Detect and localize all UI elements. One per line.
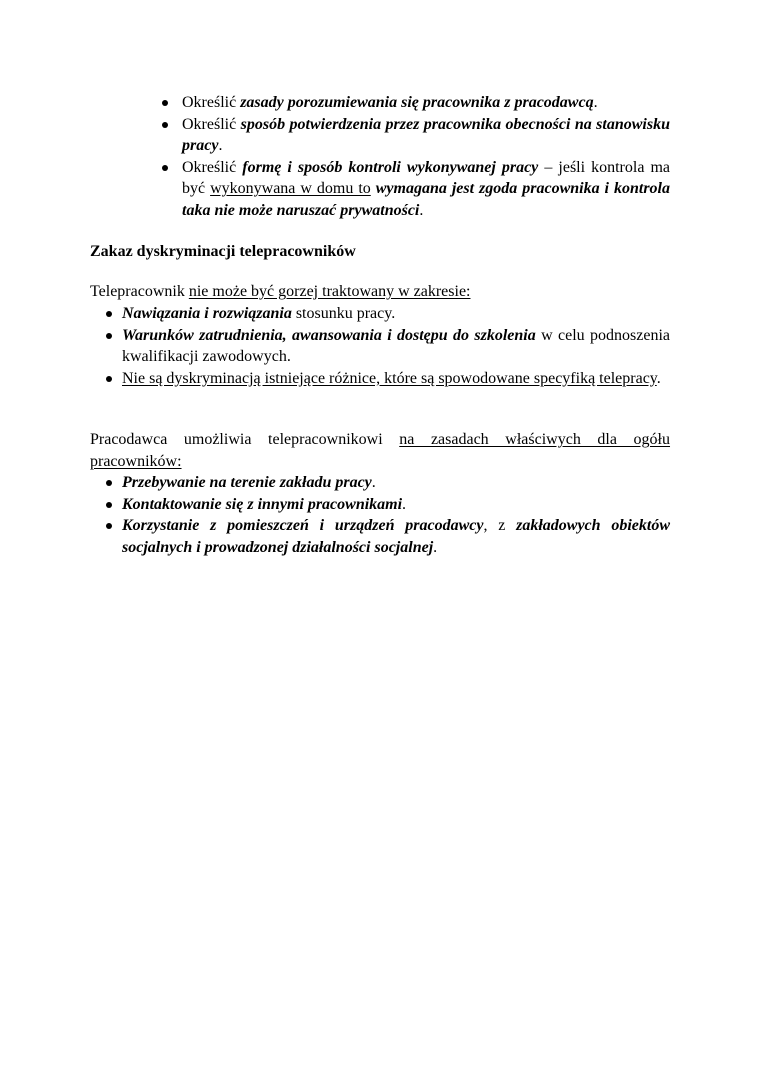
bullet-icon: [106, 502, 112, 508]
item-emphasis: sposób potwierdzenia przez pracownika obecności na stanowisku pracy: [182, 115, 670, 154]
section-heading: Zakaz dyskryminacji telepracowników: [90, 243, 356, 260]
item-text: .: [593, 94, 598, 111]
bullet-icon: [106, 333, 112, 339]
item-emphasis: zasady porozumiewania się pracownika z pracodawcą: [240, 94, 594, 111]
item-text: .: [656, 369, 661, 387]
bullet-icon: [106, 311, 112, 317]
item-emphasis: wymagana jest zgoda pracownika i kontrola taka nie może naruszać prywatności: [182, 180, 670, 219]
item-text: .: [419, 201, 424, 219]
paragraph-underlined: na zasadach właściwych dla ogółu pracowników:: [90, 431, 671, 470]
list-item: [90, 303, 670, 325]
item-text: – jeśli kontrola ma być: [182, 158, 671, 197]
bullet-icon: [162, 122, 168, 128]
list-item: [90, 114, 670, 157]
item-text: Określić: [182, 158, 243, 176]
item-emphasis: Warunków zatrudnienia, awansowania i dostępu do szkolenia: [122, 326, 536, 344]
paragraph-underlined: nie może być gorzej traktowany w zakresie:: [188, 283, 471, 300]
list-item: [90, 157, 670, 222]
item-text: Określić: [182, 115, 241, 133]
item-emphasis: Przebywanie na terenie zakładu pracy: [122, 474, 372, 491]
list-item: [90, 494, 670, 516]
paragraph-text: Pracodawca umożliwia telepracownikowi: [90, 431, 400, 448]
item-text: .: [218, 137, 223, 154]
item-emphasis: formę i sposób kontroli wykonywanej pracy: [242, 158, 539, 176]
item-text: , z: [483, 517, 517, 534]
bullet-icon: [162, 165, 168, 171]
bullet-icon: [106, 376, 112, 382]
item-text: Określić: [182, 94, 241, 111]
paragraph-text: Telepracownik: [90, 283, 189, 300]
item-emphasis: Korzystanie z pomieszczeń i urządzeń pracodawcy: [122, 517, 484, 534]
bullet-icon: [106, 480, 112, 486]
paragraph: [90, 281, 670, 303]
requirements-list: [90, 92, 670, 221]
item-emphasis: Kontaktowanie się z innymi pracownikami: [122, 495, 403, 513]
list-item: [90, 92, 670, 114]
item-text: .: [433, 538, 438, 556]
list-item: [90, 472, 670, 494]
item-text: .: [402, 495, 407, 513]
item-text: w celu podnoszenia kwalifikacji zawodowych.: [122, 326, 671, 365]
item-underlined: Nie są dyskryminacją istniejące różnice, które są spowodowane specyfiką telepracy: [122, 369, 657, 387]
item-emphasis: zakładowych obiektów socjalnych i prowadzonej działalności socjalnej: [122, 517, 670, 556]
non-discrimination-list: [90, 303, 670, 389]
bullet-icon: [106, 523, 112, 529]
item-text: .: [371, 474, 376, 491]
bullet-icon: [162, 100, 168, 106]
item-emphasis: Nawiązania i rozwiązania: [122, 305, 292, 322]
list-item: [90, 325, 670, 368]
list-item: [90, 515, 670, 558]
item-text: stosunku pracy.: [291, 305, 396, 322]
employer-obligations-list: [90, 472, 670, 558]
item-underlined: wykonywana w domu to: [210, 180, 371, 197]
list-item: [90, 368, 670, 390]
paragraph: [90, 429, 670, 472]
